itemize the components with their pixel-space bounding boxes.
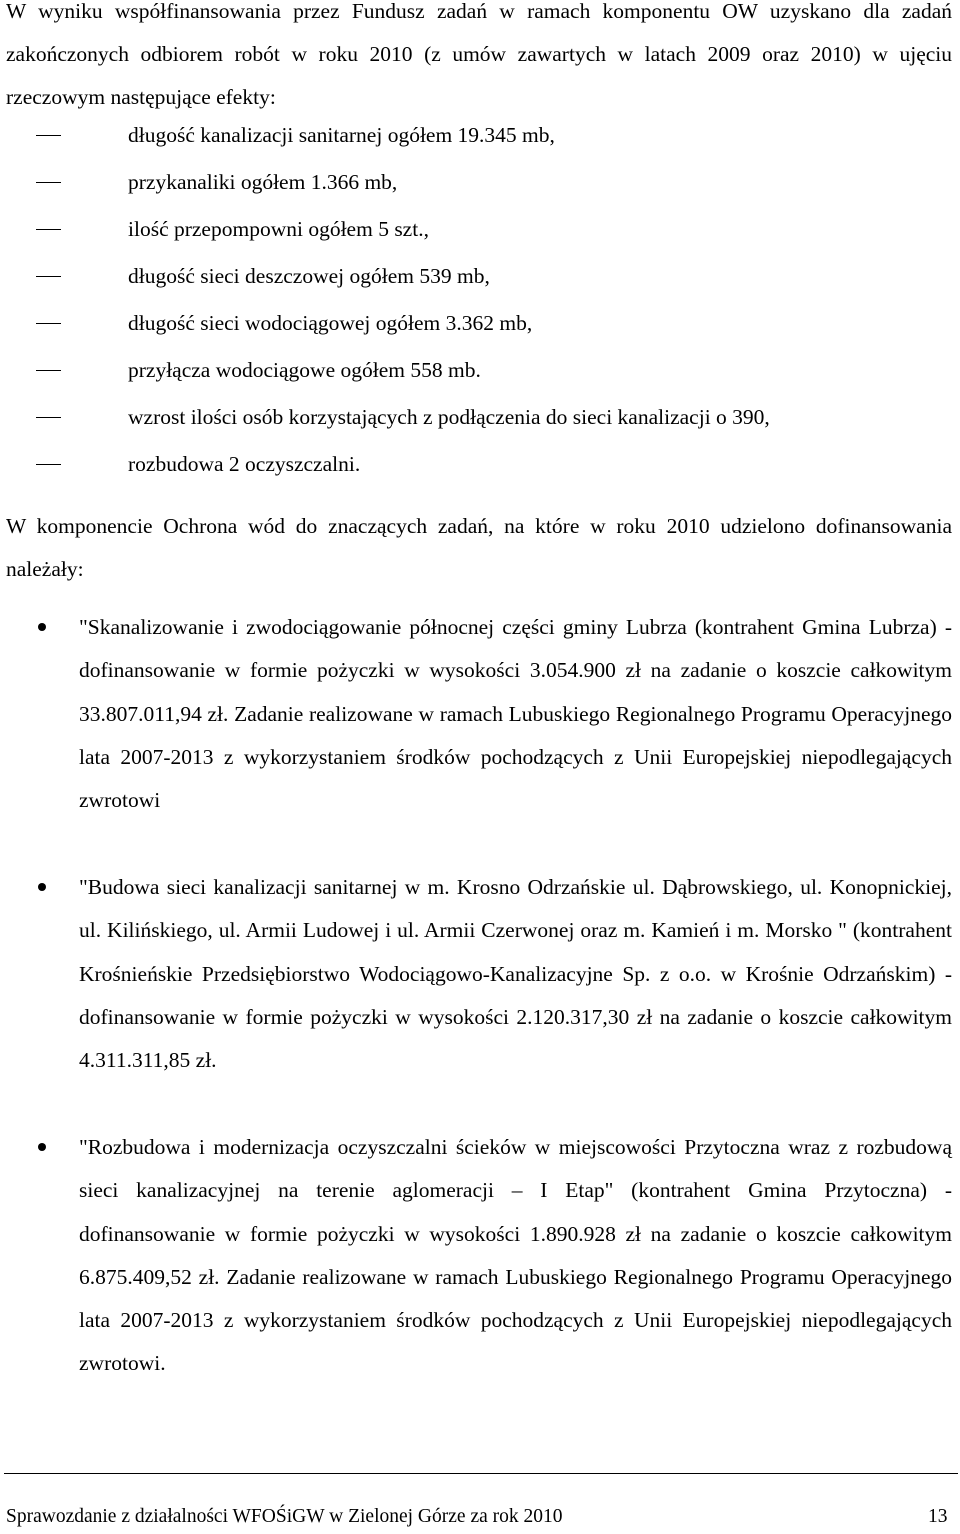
tasks-list [0, 606, 960, 1386]
list-item-text: rozbudowa 2 oczyszczalni. [128, 452, 361, 476]
list-item [0, 441, 960, 488]
dash-marker-icon [36, 323, 61, 324]
list-item-text: ilość przepompowni ogółem 5 szt., [128, 217, 429, 241]
list-item [0, 300, 960, 347]
footer-divider [4, 1473, 958, 1474]
dash-marker-icon [36, 135, 61, 136]
bullet-icon [38, 883, 46, 891]
dash-marker-icon [36, 276, 61, 277]
dash-marker-icon [36, 417, 61, 418]
list-item-text: długość kanalizacji sanitarnej ogółem 19.345 mb, [128, 123, 555, 147]
list-item [0, 347, 960, 394]
effects-list [0, 112, 960, 488]
list-item [0, 1126, 960, 1386]
list-item-text: wzrost ilości osób korzystających z podłączenia do sieci kanalizacji o 390, [128, 405, 770, 429]
list-item-text: przykanaliki ogółem 1.366 mb, [128, 170, 398, 194]
list-item-text: przyłącza wodociągowe ogółem 558 mb. [128, 358, 481, 382]
dash-marker-icon [36, 370, 61, 371]
komponent-paragraph: W komponencie Ochrona wód do znaczących zadań, na które w roku 2010 udzielono dofinansowania należały: [6, 514, 952, 581]
list-item-text: długość sieci wodociągowej ogółem 3.362 mb, [128, 311, 533, 335]
list-item [0, 112, 960, 159]
list-item-text: "Budowa sieci kanalizacji sanitarnej w m. Krosno Odrzańskie ul. Dąbrowskiego, ul. Konopnickiej, ul. Kilińskiego, ul. Armii Ludowej i ul. Armii Czerwonej oraz m. Kamień i m. Morsko " (kontrahent Krośnieńskie Przedsiębiorstwo Wodociągowo-Kanalizacyjne Sp. z o.o. w Krośnie Odrzańskim) - dofinansowanie w formie pożyczki w wysokości 2.120.317,30 zł na zadanie o koszcie całkowitym 4.311.311,85 zł. [79, 875, 952, 1073]
footer-title: Sprawozdanie z działalności WFOŚiGW w Zielonej Górze za rok 2010 [6, 1506, 563, 1527]
list-item-text: długość sieci deszczowej ogółem 539 mb, [128, 264, 490, 288]
list-item [0, 606, 960, 866]
list-item [0, 159, 960, 206]
list-item [0, 206, 960, 253]
dash-marker-icon [36, 464, 61, 465]
list-item [0, 253, 960, 300]
bullet-icon [38, 623, 46, 631]
dash-marker-icon [36, 182, 61, 183]
list-item [0, 394, 960, 441]
list-item-text: "Rozbudowa i modernizacja oczyszczalni ścieków w miejscowości Przytoczna wraz z rozbudową sieci kanalizacyjnej na terenie aglomeracji – I Etap" (kontrahent Gmina Przytoczna) - dofinansowanie w formie pożyczki w wysokości 1.890.928 zł na zadanie o koszcie całkowitym 6.875.409,52 zł. Zadanie realizowane w ramach Lubuskiego Regionalnego Programu Operacyjnego lata 2007-2013 z wykorzystaniem środków pochodzących z Unii Europejskiej niepodlegających zwrotowi. [79, 1135, 952, 1376]
page-number: 13 [928, 1506, 948, 1527]
list-item [0, 866, 960, 1126]
bullet-icon [38, 1143, 46, 1151]
intro-paragraph: W wyniku współfinansowania przez Fundusz zadań w ramach komponentu OW uzyskano dla zadań zakończonych odbiorem robót w roku 2010 (z umów zawartych w latach 2009 oraz 2010) w ujęciu rzeczowym następujące efekty: [6, 0, 952, 109]
list-item-text: "Skanalizowanie i zwodociągowanie północnej części gminy Lubrza (kontrahent Gmina Lubrza) - dofinansowanie w formie pożyczki w wysokości 3.054.900 zł na zadanie o koszcie całkowitym 33.807.011,94 zł. Zadanie realizowane w ramach Lubuskiego Regionalnego Programu Operacyjnego lata 2007-2013 z wykorzystaniem środków pochodzących z Unii Europejskiej niepodlegających zwrotowi [79, 615, 952, 813]
dash-marker-icon [36, 229, 61, 230]
